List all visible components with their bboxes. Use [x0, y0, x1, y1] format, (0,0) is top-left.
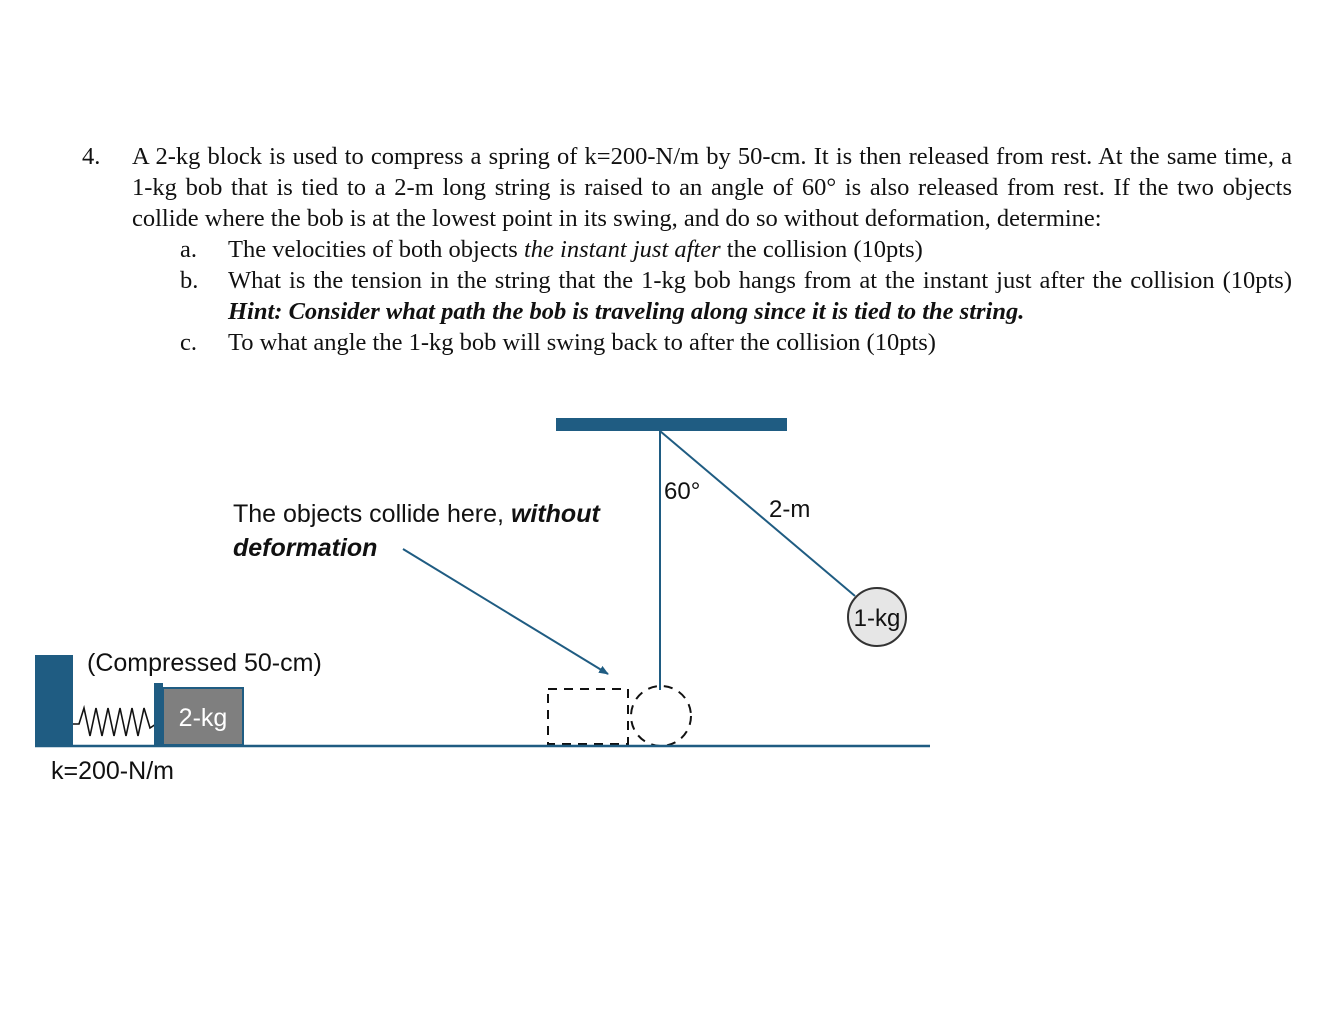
bob-label: 1-kg: [853, 605, 901, 632]
collision-arrow: [403, 549, 608, 674]
part-c-text: To what angle the 1-kg bob will swing back to after the collision (10pts): [228, 329, 936, 356]
part-a-text: The velocities of both objects: [228, 236, 524, 263]
part-b-hint: Hint: Consider what path the bob is traveling along since it is tied to the string.: [228, 298, 1025, 325]
part-label: b.: [180, 267, 199, 294]
collision-annotation-text: The objects collide here,: [233, 500, 511, 528]
part-a-text-end: the collision (10pts): [720, 236, 923, 263]
collision-bob-outline: [631, 686, 691, 746]
angle-label: 60°: [664, 478, 701, 505]
part-a-italic-text: the instant just after: [523, 236, 721, 263]
pendulum-string: [660, 431, 855, 596]
collision-block-outline: [548, 689, 628, 744]
collision-annotation-line1: [233, 500, 601, 528]
problem-number: 4.: [82, 143, 101, 170]
wall: [35, 655, 73, 746]
ceiling-support: [556, 418, 787, 431]
string-length-label: 2-m: [769, 496, 811, 523]
part-label: c.: [180, 329, 197, 356]
compressed-label: (Compressed 50-cm): [87, 649, 322, 677]
part-label: a.: [180, 236, 197, 263]
spring-constant-label: k=200-N/m: [51, 757, 174, 785]
problem-statement: A 2-kg block is used to compress a spring of k=200-N/m by 50-cm. It is then released from rest. At the same time, a 1-kg bob that is tied to a 2-m long string is raised to an angle of 60° is also released from rest. If the two objects collide where the bob is at the lowest point in its swing, and do so without deformation, determine:: [132, 143, 1292, 232]
spring: [73, 708, 156, 736]
block-plate: [154, 683, 163, 746]
part-b-text: What is the tension in the string that the 1-kg bob hangs from at the instant just after the collision (10pts): [228, 267, 1292, 294]
block-label: 2-kg: [178, 704, 228, 732]
collision-annotation-emphasis: without: [510, 500, 600, 528]
collision-annotation-line2: deformation: [233, 534, 378, 562]
